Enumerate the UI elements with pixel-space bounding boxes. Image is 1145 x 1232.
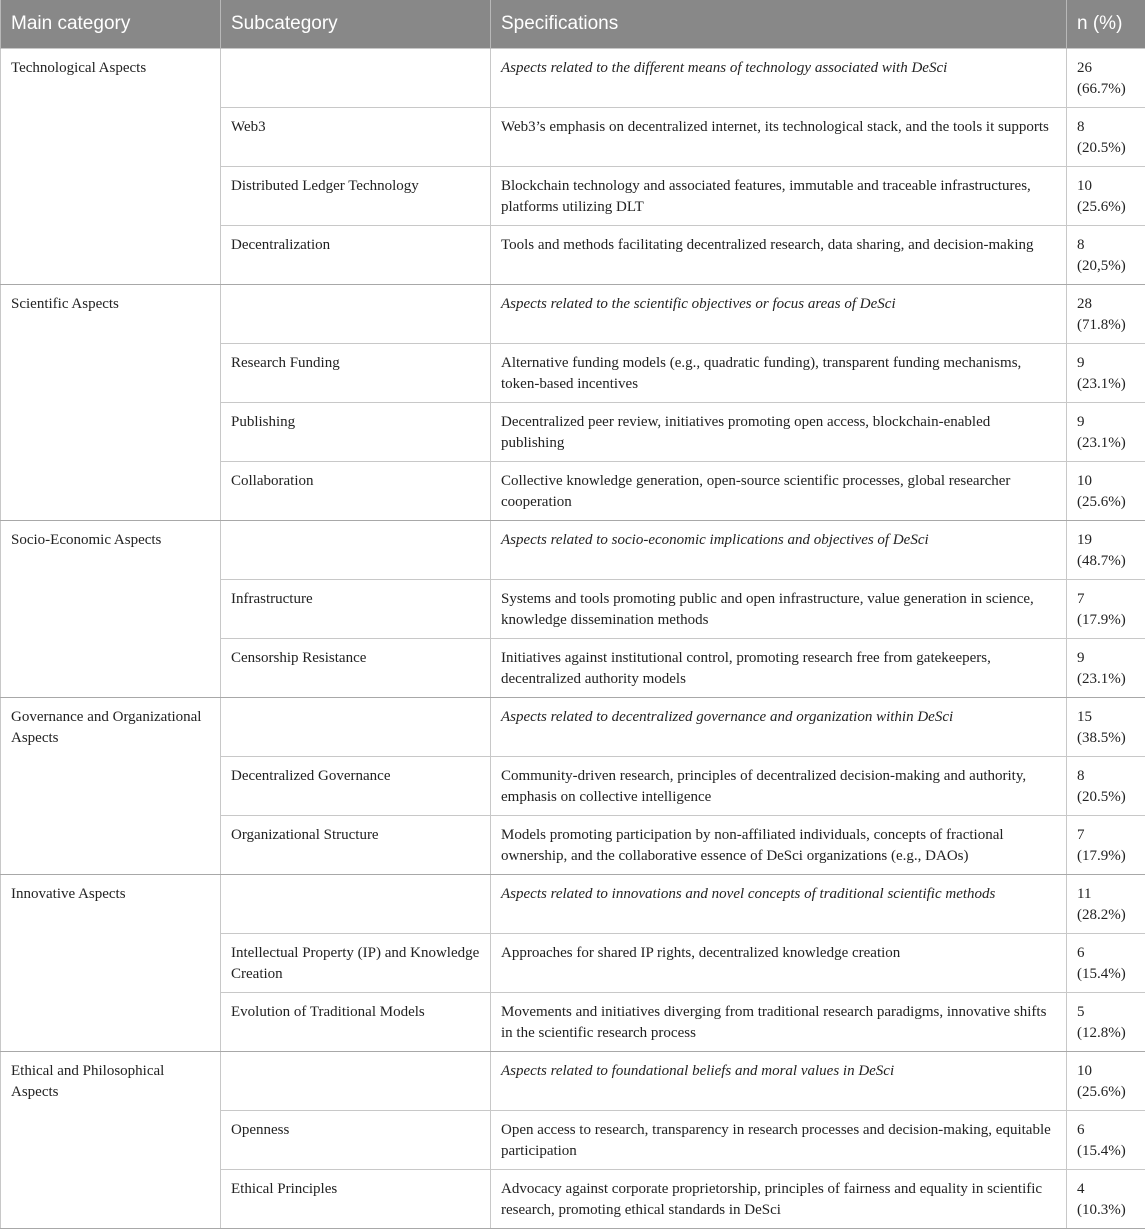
- count-value: 7: [1077, 590, 1085, 607]
- count-cell: [1067, 343, 1145, 402]
- main-category-cell: Innovative Aspects: [1, 874, 221, 1051]
- count-value: 7: [1077, 826, 1085, 843]
- count-cell: [1067, 992, 1145, 1051]
- header-specifications: Specifications: [491, 0, 1067, 48]
- specification-cell: Movements and initiatives diverging from traditional research paradigms, innovative shifts in the scientific research process: [491, 992, 1067, 1051]
- percent-value: (66.7%): [1077, 80, 1126, 97]
- percent-value: (23.1%): [1077, 670, 1126, 687]
- main-category-cell: Governance and Organizational Aspects: [1, 697, 221, 874]
- count-cell: [1067, 933, 1145, 992]
- count-cell: [1067, 874, 1145, 933]
- percent-value: (28.2%): [1077, 906, 1126, 923]
- header-row: [1, 0, 1145, 48]
- subcategory-cell: Organizational Structure: [221, 815, 491, 874]
- count-cell: [1067, 520, 1145, 579]
- percent-value: (12.8%): [1077, 1024, 1126, 1041]
- percent-value: (38.5%): [1077, 729, 1126, 746]
- summary-specification-cell: Aspects related to the scientific objectives or focus areas of DeSci: [491, 284, 1067, 343]
- specification-cell: Systems and tools promoting public and open infrastructure, value generation in science, knowledge dissemination methods: [491, 579, 1067, 638]
- header-n-percent: n (%): [1067, 0, 1145, 48]
- count-cell: [1067, 461, 1145, 520]
- count-value: 8: [1077, 767, 1085, 784]
- count-cell: [1067, 1051, 1145, 1110]
- subcategory-cell: Evolution of Traditional Models: [221, 992, 491, 1051]
- subcategory-cell: Ethical Principles: [221, 1169, 491, 1228]
- count-value: 9: [1077, 649, 1085, 666]
- percent-value: (71.8%): [1077, 316, 1126, 333]
- count-value: 8: [1077, 118, 1085, 135]
- subcategory-cell: Openness: [221, 1110, 491, 1169]
- header-subcategory: Subcategory: [221, 0, 491, 48]
- specification-cell: Web3’s emphasis on decentralized internet, its technological stack, and the tools it supports: [491, 107, 1067, 166]
- count-cell: [1067, 225, 1145, 284]
- subcategory-cell: Research Funding: [221, 343, 491, 402]
- percent-value: (15.4%): [1077, 1142, 1126, 1159]
- percent-value: (10.3%): [1077, 1201, 1126, 1218]
- summary-specification-cell: Aspects related to socio-economic implications and objectives of DeSci: [491, 520, 1067, 579]
- summary-specification-cell: Aspects related to innovations and novel concepts of traditional scientific methods: [491, 874, 1067, 933]
- count-cell: [1067, 166, 1145, 225]
- percent-value: (17.9%): [1077, 611, 1126, 628]
- count-value: 11: [1077, 885, 1092, 902]
- subcategory-cell: [221, 874, 491, 933]
- percent-value: (25.6%): [1077, 1083, 1126, 1100]
- count-cell: [1067, 402, 1145, 461]
- subcategory-cell: [221, 284, 491, 343]
- main-category-cell: Technological Aspects: [1, 48, 221, 284]
- count-cell: [1067, 284, 1145, 343]
- count-cell: [1067, 756, 1145, 815]
- count-value: 5: [1077, 1003, 1085, 1020]
- table-row: [1, 874, 1145, 933]
- percent-value: (20.5%): [1077, 139, 1126, 156]
- count-cell: [1067, 638, 1145, 697]
- count-value: 10: [1077, 472, 1092, 489]
- count-value: 9: [1077, 354, 1085, 371]
- count-cell: [1067, 815, 1145, 874]
- percent-value: (25.6%): [1077, 198, 1126, 215]
- specification-cell: Tools and methods facilitating decentralized research, data sharing, and decision-making: [491, 225, 1067, 284]
- specification-cell: Models promoting participation by non-affiliated individuals, concepts of fractional ownership, and the collaborative essence of DeSci organizations (e.g., DAOs): [491, 815, 1067, 874]
- specification-cell: Blockchain technology and associated features, immutable and traceable infrastructures, platforms utilizing DLT: [491, 166, 1067, 225]
- count-cell: [1067, 1110, 1145, 1169]
- specification-cell: Advocacy against corporate proprietorship, principles of fairness and equality in scientific research, promoting ethical standards in DeSci: [491, 1169, 1067, 1228]
- count-value: 19: [1077, 531, 1092, 548]
- table-row: [1, 48, 1145, 107]
- count-value: 10: [1077, 177, 1092, 194]
- table-row: [1, 284, 1145, 343]
- count-value: 26: [1077, 59, 1092, 76]
- count-value: 6: [1077, 1121, 1085, 1138]
- summary-specification-cell: Aspects related to foundational beliefs and moral values in DeSci: [491, 1051, 1067, 1110]
- subcategory-cell: [221, 1051, 491, 1110]
- subcategory-cell: Censorship Resistance: [221, 638, 491, 697]
- percent-value: (17.9%): [1077, 847, 1126, 864]
- count-cell: [1067, 1169, 1145, 1228]
- percent-value: (15.4%): [1077, 965, 1126, 982]
- count-value: 6: [1077, 944, 1085, 961]
- subcategory-cell: Collaboration: [221, 461, 491, 520]
- count-cell: [1067, 697, 1145, 756]
- percent-value: (23.1%): [1077, 375, 1126, 392]
- percent-value: (25.6%): [1077, 493, 1126, 510]
- specification-cell: Open access to research, transparency in research processes and decision-making, equitable participation: [491, 1110, 1067, 1169]
- subcategory-cell: Intellectual Property (IP) and Knowledge Creation: [221, 933, 491, 992]
- specification-cell: Decentralized peer review, initiatives promoting open access, blockchain-enabled publishing: [491, 402, 1067, 461]
- table-row: [1, 520, 1145, 579]
- subcategory-cell: Distributed Ledger Technology: [221, 166, 491, 225]
- specification-cell: Alternative funding models (e.g., quadratic funding), transparent funding mechanisms, token-based incentives: [491, 343, 1067, 402]
- subcategory-cell: [221, 48, 491, 107]
- subcategory-cell: [221, 697, 491, 756]
- count-value: 15: [1077, 708, 1092, 725]
- count-value: 9: [1077, 413, 1085, 430]
- count-value: 10: [1077, 1062, 1092, 1079]
- subcategory-cell: Infrastructure: [221, 579, 491, 638]
- count-value: 4: [1077, 1180, 1085, 1197]
- count-cell: [1067, 579, 1145, 638]
- specification-cell: Community-driven research, principles of decentralized decision-making and authority, emphasis on collective intelligence: [491, 756, 1067, 815]
- count-cell: [1067, 48, 1145, 107]
- specification-cell: Collective knowledge generation, open-source scientific processes, global researcher cooperation: [491, 461, 1067, 520]
- header-main-category: Main category: [1, 0, 221, 48]
- subcategory-cell: [221, 520, 491, 579]
- table-body: [1, 48, 1145, 1228]
- percent-value: (20,5%): [1077, 257, 1126, 274]
- subcategory-cell: Decentralization: [221, 225, 491, 284]
- table-row: [1, 1051, 1145, 1110]
- summary-specification-cell: Aspects related to the different means of technology associated with DeSci: [491, 48, 1067, 107]
- specification-cell: Initiatives against institutional control, promoting research free from gatekeepers, decentralized authority models: [491, 638, 1067, 697]
- percent-value: (23.1%): [1077, 434, 1126, 451]
- count-cell: [1067, 107, 1145, 166]
- count-value: 8: [1077, 236, 1085, 253]
- main-category-cell: Scientific Aspects: [1, 284, 221, 520]
- subcategory-cell: Publishing: [221, 402, 491, 461]
- table-row: [1, 697, 1145, 756]
- main-category-cell: Ethical and Philosophical Aspects: [1, 1051, 221, 1228]
- subcategory-cell: Web3: [221, 107, 491, 166]
- percent-value: (48.7%): [1077, 552, 1126, 569]
- specification-cell: Approaches for shared IP rights, decentralized knowledge creation: [491, 933, 1067, 992]
- subcategory-cell: Decentralized Governance: [221, 756, 491, 815]
- summary-specification-cell: Aspects related to decentralized governance and organization within DeSci: [491, 697, 1067, 756]
- main-category-cell: Socio-Economic Aspects: [1, 520, 221, 697]
- percent-value: (20.5%): [1077, 788, 1126, 805]
- count-value: 28: [1077, 295, 1092, 312]
